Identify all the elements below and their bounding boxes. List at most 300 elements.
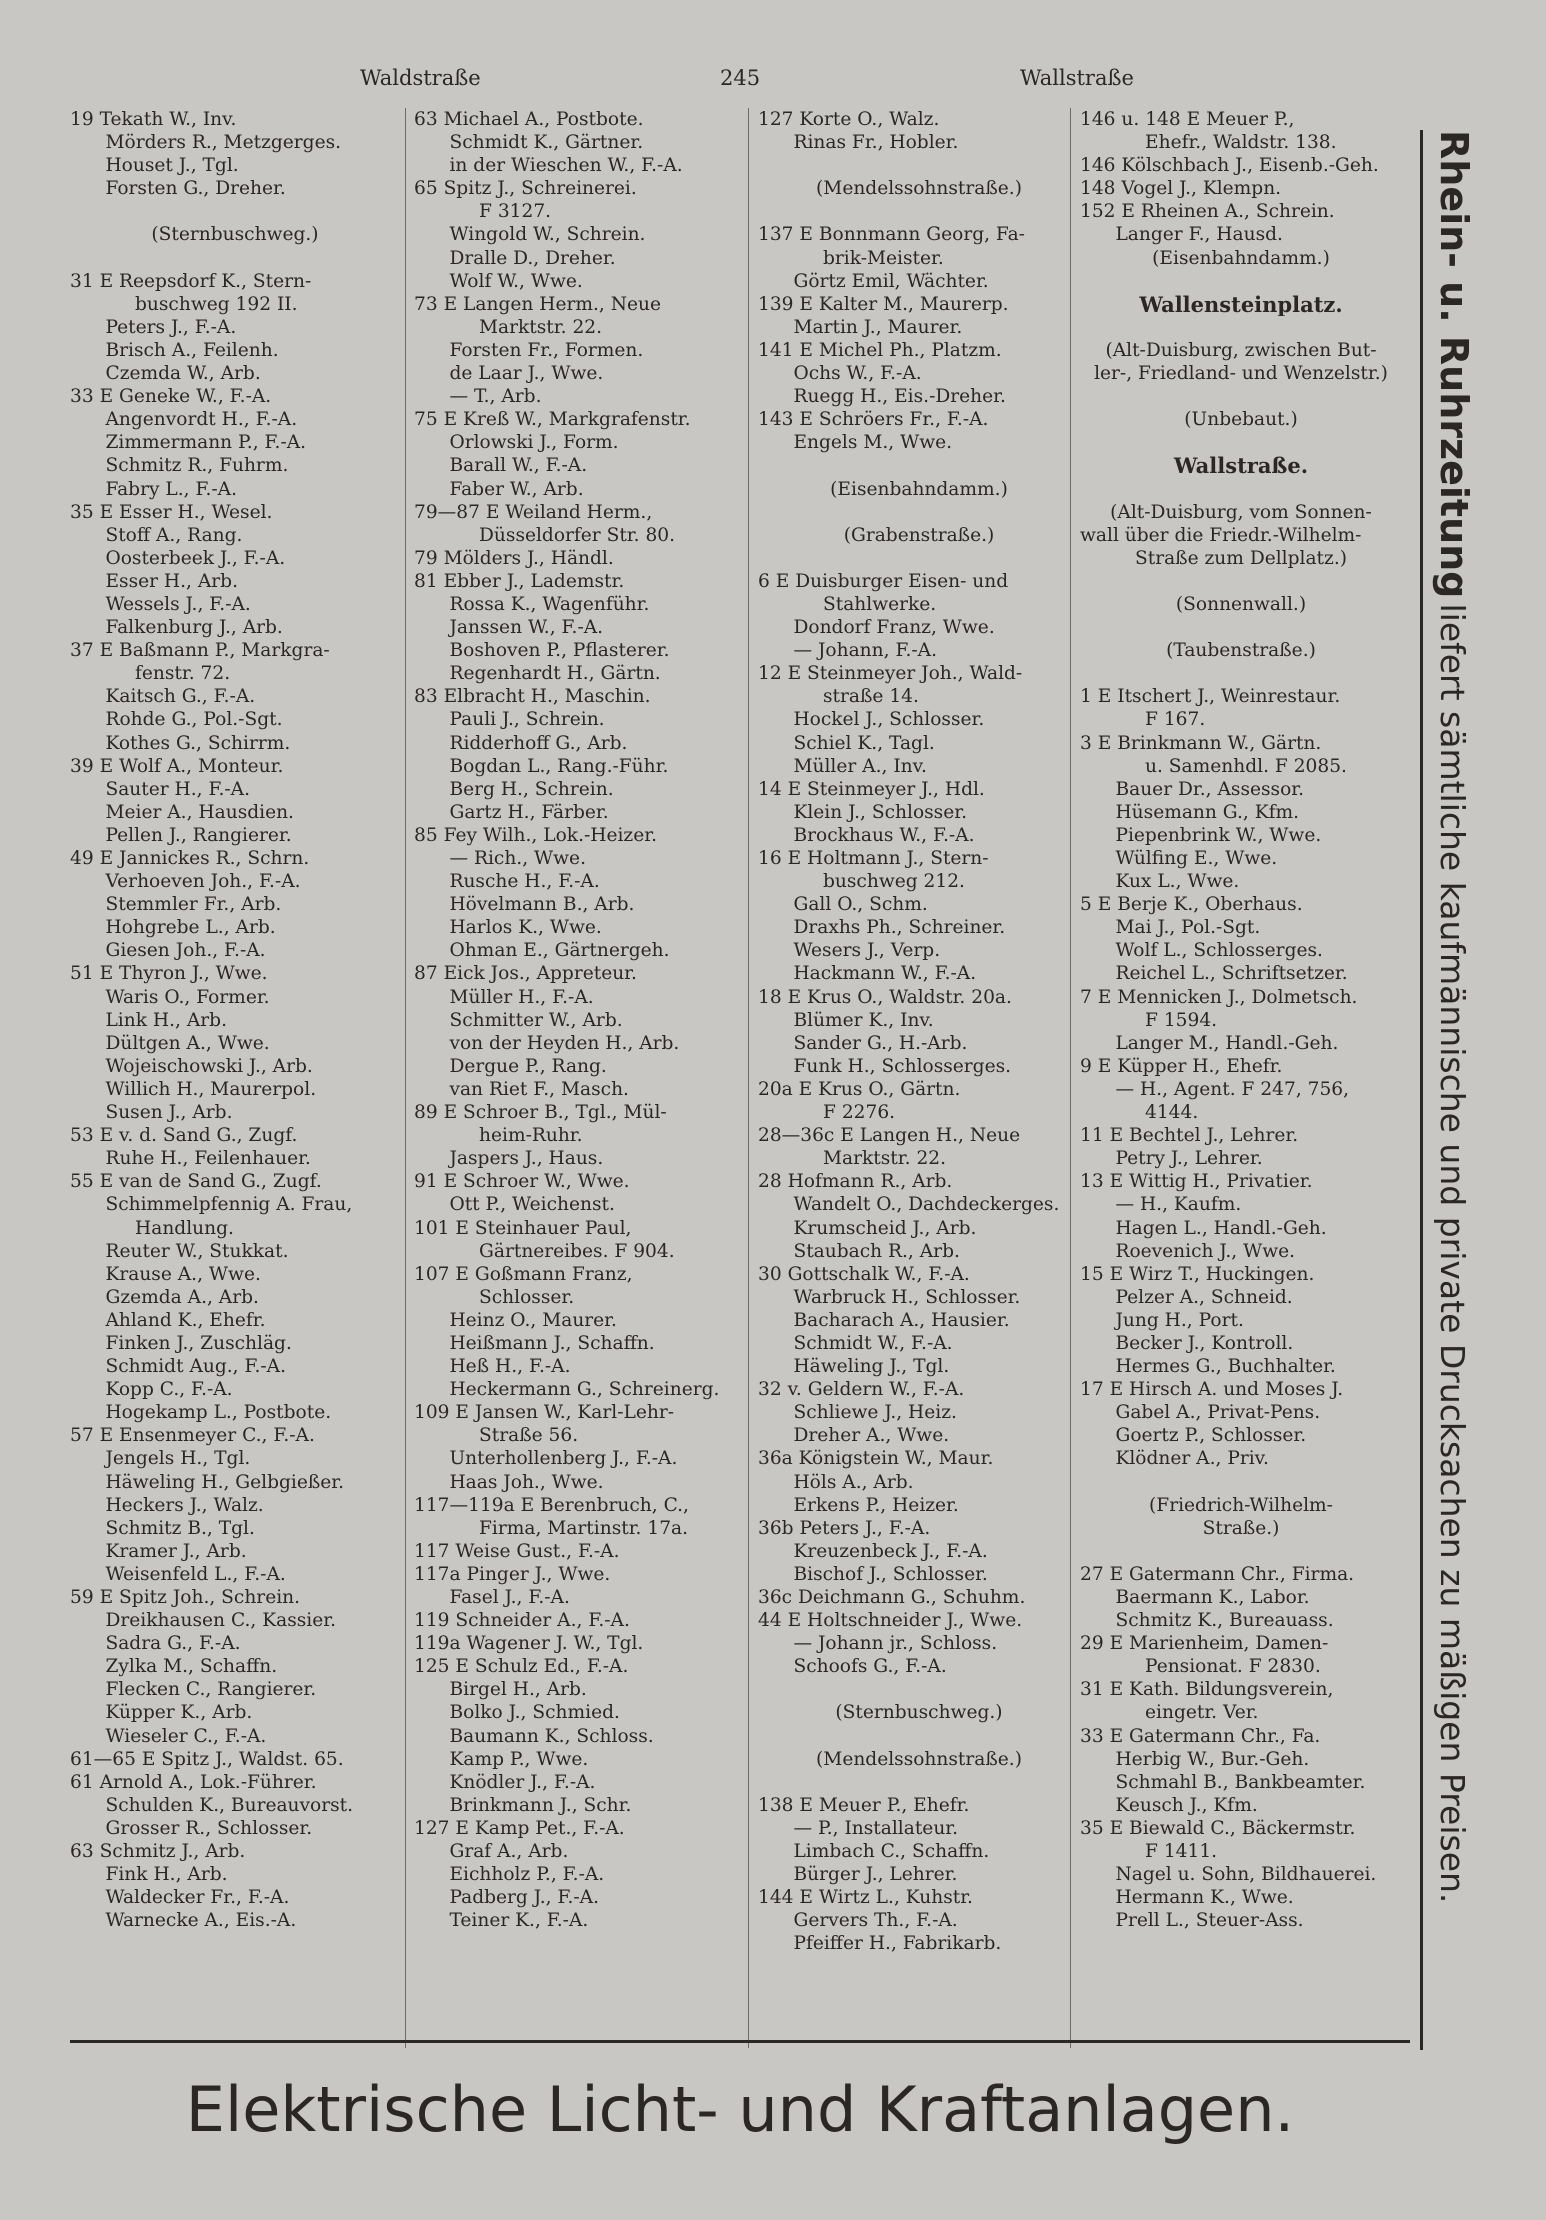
directory-entry: Staubach R., Arb. [758, 1240, 960, 1262]
directory-entry: Waldecker Fr., F.-A. [70, 1887, 290, 1909]
directory-entry: Kaitsch G., F.-A. [70, 686, 256, 708]
directory-entry: 117a Pinger J., Wwe. [414, 1563, 611, 1585]
directory-entry: Bacharach A., Hausier. [758, 1309, 1010, 1331]
directory-entry: — Johann, F.-A. [758, 640, 937, 662]
directory-entry: Schmitz K., Bureauass. [1080, 1610, 1334, 1632]
directory-entry: Rinas Fr., Hobler. [758, 132, 959, 154]
header-right-street: Wallstraße [1020, 66, 1134, 90]
directory-entry: Peters J., F.-A. [70, 316, 237, 338]
directory-entry: 14 E Steinmeyer J., Hdl. [758, 778, 985, 800]
directory-entry: Warnecke A., Eis.-A. [70, 1910, 297, 1932]
directory-entry: Jung H., Port. [1080, 1309, 1244, 1331]
directory-entry: Becker J., Kontroll. [1080, 1332, 1294, 1354]
directory-entry: Petry J., Lehrer. [1080, 1148, 1263, 1170]
directory-entry: Teiner K., F.-A. [414, 1910, 589, 1932]
directory-entry: Draxhs Ph., Schreiner. [758, 917, 1006, 939]
directory-entry: 91 E Schroer W., Wwe. [414, 1171, 630, 1193]
directory-entry: 61 Arnold A., Lok.-Führer. [70, 1771, 317, 1793]
directory-entry: van Riet F., Masch. [414, 1078, 629, 1100]
directory-entry: Krumscheid J., Arb. [758, 1217, 977, 1239]
directory-entry: Pauli J., Schrein. [414, 709, 605, 731]
directory-entry: Berg H., Schrein. [414, 778, 614, 800]
directory-entry: 117 Weise Gust., F.-A. [414, 1540, 620, 1562]
directory-entry: Bischof J., Schlosser. [758, 1563, 988, 1585]
directory-entry: Ruegg H., Eis.-Dreher. [758, 386, 1006, 408]
directory-entry: Goertz P., Schlosser. [1080, 1425, 1307, 1447]
directory-entry: Barall W., F.-A. [414, 455, 588, 477]
directory-entry: 36a Königstein W., Maur. [758, 1448, 994, 1470]
spacer [758, 1725, 1080, 1748]
directory-entry: Jaspers J., Haus. [414, 1148, 604, 1170]
directory-entry: 119 Schneider A., F.-A. [414, 1610, 630, 1632]
directory-entry: in der Wieschen W., F.-A. [414, 155, 683, 177]
directory-entry: Houset J., Tgl. [70, 155, 239, 177]
directory-entry: Kothes G., Schirrm. [70, 732, 291, 754]
directory-column-4 [1080, 108, 1402, 2038]
directory-entry: Dergue P., Rang. [414, 1055, 607, 1077]
directory-entry: Gabel A., Privat-Pens. [1080, 1402, 1321, 1424]
directory-entry: Limbach C., Schaffn. [758, 1841, 990, 1863]
side-advertisement [1420, 130, 1493, 2050]
directory-entry: Birgel H., Arb. [414, 1679, 587, 1701]
directory-entry: Müller A., Inv. [758, 755, 927, 777]
cross-street-note: Straße zum Dellplatz.) [1134, 547, 1347, 569]
directory-entry: Ridderhoff G., Arb. [414, 732, 628, 754]
directory-entry: Brockhaus W., F.-A. [758, 824, 975, 846]
directory-entry: 75 E Kreß W., Markgrafenstr. [414, 409, 691, 431]
directory-entry: Schmidt Aug., F.-A. [70, 1356, 287, 1378]
cross-street-note: (Sonnenwall.) [1175, 593, 1307, 615]
directory-entry: Görtz Emil, Wächter. [758, 270, 989, 292]
directory-entry: Hackmann W., F.-A. [758, 963, 977, 985]
directory-entry: 11 E Bechtel J., Lehrer. [1080, 1125, 1299, 1147]
directory-entry: Pellen J., Rangierer. [70, 824, 292, 846]
directory-entry: Hohgrebe L., Arb. [70, 917, 276, 939]
spacer [758, 200, 1080, 223]
directory-entry: 33 E Gatermann Chr., Fa. [1080, 1725, 1321, 1747]
directory-entry: 19 Tekath W., Inv. [70, 109, 237, 130]
directory-entry: 36b Peters J., F.-A. [758, 1517, 931, 1539]
directory-entry: Baermann K., Labor. [1080, 1587, 1310, 1608]
directory-entry: 119a Wagener J. W., Tgl. [414, 1633, 644, 1655]
directory-entry: Häweling H., Gelbgießer. [70, 1471, 345, 1493]
directory-entry: 138 E Meuer P., Ehefr. [758, 1794, 970, 1816]
column-divider [1070, 108, 1071, 2048]
directory-entry: 127 E Kamp Pet., F.-A. [414, 1817, 625, 1839]
directory-entry: 37 E Baßmann P., Markgra- [70, 640, 330, 662]
directory-entry: 79—87 E Weiland Herm., [414, 501, 653, 523]
directory-entry: 146 u. 148 E Meuer P., [1080, 109, 1295, 130]
cross-street-note: (Taubenstraße.) [1166, 640, 1316, 662]
directory-entry: Haas Joh., Wwe. [414, 1471, 604, 1493]
directory-entry: F 1411. [1080, 1841, 1218, 1863]
directory-entry: wall über die Friedr.-Wilhelm- [1080, 524, 1362, 546]
directory-entry: Ott P., Weichenst. [414, 1194, 615, 1216]
page-number: 245 [720, 66, 761, 90]
directory-entry: Engels M., Wwe. [758, 432, 953, 454]
directory-entry: 81 Ebber J., Lademstr. [414, 570, 625, 592]
directory-entry: Häweling J., Tgl. [758, 1356, 950, 1378]
directory-entry: Heckers J., Walz. [70, 1494, 264, 1516]
directory-entry: Stoff A., Rang. [70, 524, 243, 546]
directory-entry: u. Samenhdl. F 2085. [1080, 755, 1347, 777]
directory-entry: Czemda W., Arb. [70, 363, 261, 385]
directory-entry: 39 E Wolf A., Monteur. [70, 755, 284, 777]
directory-entry: Straße 56. [414, 1425, 579, 1447]
directory-entry: 79 Mölders J., Händl. [414, 547, 614, 569]
directory-entry: 51 E Thyron J., Wwe. [70, 963, 268, 985]
directory-entry: Link H., Arb. [70, 1009, 227, 1031]
directory-entry: Schmitz R., Fuhrm. [70, 455, 289, 477]
directory-entry: Weisenfeld L., F.-A. [70, 1563, 286, 1585]
cross-street-note: (Sternbuschweg.) [835, 1702, 1003, 1724]
directory-entry: Sauter H., F.-A. [70, 778, 251, 800]
spacer [758, 454, 1080, 477]
directory-entry: Forsten Fr., Formen. [414, 339, 644, 361]
directory-entry: Klein J., Schlosser. [758, 801, 967, 823]
directory-entry: Falkenburg J., Arb. [70, 617, 283, 639]
directory-entry: 107 E Goßmann Franz, [414, 1263, 633, 1285]
directory-entry: Gärtnereibes. F 904. [414, 1240, 675, 1262]
directory-entry: Gall O., Schm. [758, 894, 928, 916]
directory-entry: Düsseldorfer Str. 80. [414, 524, 676, 546]
cross-street-note: (Eisenbahndamm.) [1152, 247, 1330, 269]
directory-entry: Marktstr. 22. [414, 316, 603, 338]
directory-entry: Janssen W., F.-A. [414, 617, 604, 639]
directory-entry: Funk H., Schlosserges. [758, 1055, 1012, 1077]
spacer [758, 547, 1080, 570]
directory-entry: Erkens P., Heizer. [758, 1494, 959, 1516]
directory-entry: 148 Vogel J., Klempn. [1080, 178, 1282, 200]
directory-entry: Sander G., H.-Arb. [758, 1032, 968, 1054]
directory-entry: buschweg 212. [758, 871, 965, 893]
directory-entry: Stahlwerke. [758, 593, 937, 615]
directory-entry: 36c Deichmann G., Schuhm. [758, 1587, 1026, 1608]
directory-entry: 1 E Itschert J., Weinrestaur. [1080, 686, 1341, 708]
directory-entry: Hermes G., Buchhalter. [1080, 1356, 1336, 1378]
directory-entry: 101 E Steinhauer Paul, [414, 1217, 632, 1239]
directory-entry: Jengels H., Tgl. [70, 1448, 251, 1470]
directory-entry: Meier A., Hausdien. [70, 801, 294, 823]
directory-entry: Nagel u. Sohn, Bildhauerei. [1080, 1864, 1377, 1886]
directory-entry: — Johann jr., Schloss. [758, 1633, 998, 1655]
directory-entry: 57 E Ensenmeyer C., F.-A. [70, 1425, 315, 1447]
directory-entry: Baumann K., Schloss. [414, 1725, 654, 1747]
directory-entry: fenstr. 72. [70, 663, 231, 685]
spacer [758, 1771, 1080, 1794]
directory-entry: 35 E Biewald C., Bäckermstr. [1080, 1817, 1356, 1839]
cross-street-note: ler-, Friedland- und Wenzelstr.) [1094, 363, 1388, 385]
cross-street-note: (Grabenstraße.) [843, 524, 995, 546]
directory-entry: 12 E Steinmeyer Joh., Wald- [758, 663, 1023, 685]
directory-entry: Eichholz P., F.-A. [414, 1864, 605, 1886]
directory-entry: Rossa K., Wagenführ. [414, 593, 650, 615]
directory-entry: Heß H., F.-A. [414, 1356, 571, 1378]
directory-entry: 32 v. Geldern W., F.-A. [758, 1379, 965, 1401]
directory-entry: Langer M., Handl.-Geh. [1080, 1032, 1339, 1054]
column-divider [405, 108, 406, 2048]
directory-entry: Verhoeven Joh., F.-A. [70, 871, 301, 893]
directory-entry: Dültgen A., Wwe. [70, 1032, 270, 1054]
directory-entry: Dralle D., Dreher. [414, 247, 616, 269]
directory-entry: Kux L., Wwe. [1080, 871, 1240, 893]
directory-entry: Keusch J., Kfm. [1080, 1794, 1258, 1816]
directory-entry: Bauer Dr., Assessor. [1080, 778, 1305, 800]
street-heading: Wallstraße. [1173, 454, 1309, 478]
footer-rule [70, 2040, 1410, 2043]
directory-entry: Schmitz B., Tgl. [70, 1517, 255, 1539]
directory-entry: Flecken C., Rangierer. [70, 1679, 317, 1701]
directory-entry: Brinkmann J., Schr. [414, 1794, 632, 1816]
directory-entry: de Laar J., Wwe. [414, 363, 604, 385]
directory-entry: buschweg 192 II. [70, 293, 298, 315]
directory-entry: Fasel J., F.-A. [414, 1587, 570, 1608]
directory-entry: Roevenich J., Wwe. [1080, 1240, 1296, 1262]
directory-entry: Kreuzenbeck J., F.-A. [758, 1540, 988, 1562]
directory-entry: 73 E Langen Herm., Neue [414, 293, 661, 315]
directory-entry: Wessels J., F.-A. [70, 593, 251, 615]
directory-entry: Wesers J., Verp. [758, 940, 941, 962]
column-divider [748, 108, 749, 2048]
directory-entry: Wandelt O., Dachdeckerges. [758, 1194, 1060, 1216]
directory-entry: Ahland K., Ehefr. [70, 1309, 266, 1331]
directory-entry: 30 Gottschalk W., F.-A. [758, 1263, 970, 1285]
directory-entry: Krause A., Wwe. [70, 1263, 261, 1285]
directory-entry: Regenhardt H., Gärtn. [414, 663, 661, 685]
directory-entry: Pelzer A., Schneid. [1080, 1286, 1293, 1308]
directory-entry: Höls A., Arb. [758, 1471, 914, 1493]
spacer [758, 501, 1080, 524]
directory-entry: 18 E Krus O., Waldstr. 20a. [758, 986, 1012, 1008]
directory-entry: Padberg J., F.-A. [414, 1887, 600, 1909]
directory-entry: Schmitter W., Arb. [414, 1009, 623, 1031]
directory-entry: Rohde G., Pol.-Sgt. [70, 709, 283, 731]
directory-entry: Angenvordt H., F.-A. [70, 409, 298, 431]
spacer [1080, 431, 1402, 454]
directory-entry: 31 E Kath. Bildungsverein, [1080, 1679, 1334, 1701]
directory-entry: Ehefr., Waldstr. 138. [1080, 132, 1337, 154]
directory-entry: Waris O., Former. [70, 986, 270, 1008]
directory-entry: 127 Korte O., Walz. [758, 109, 940, 130]
directory-entry: Kramer J., Arb. [70, 1540, 247, 1562]
directory-entry: Harlos K., Wwe. [414, 917, 602, 939]
directory-entry: 28—36c E Langen H., Neue [758, 1125, 1021, 1147]
directory-entry: 87 Eick Jos., Appreteur. [414, 963, 637, 985]
directory-entry: Hockel J., Schlosser. [758, 709, 985, 731]
directory-entry: F 3127. [414, 201, 552, 223]
directory-entry: Graf A., Arb. [414, 1841, 569, 1863]
directory-entry: Pensionat. F 2830. [1080, 1656, 1321, 1678]
directory-entry: 65 Spitz J., Schreinerei. [414, 178, 637, 200]
directory-entry: Schiel K., Tagl. [758, 732, 935, 754]
directory-entry: 33 E Geneke W., F.-A. [70, 386, 272, 408]
directory-entry: 49 E Jannickes R., Schrn. [70, 848, 310, 869]
directory-entry: 143 E Schröers Fr., F.-A. [758, 409, 989, 431]
directory-entry: 35 E Esser H., Wesel. [70, 501, 273, 523]
street-heading: Wallensteinplatz. [1139, 292, 1343, 316]
directory-entry: 85 Fey Wilh., Lok.-Heizer. [414, 824, 657, 846]
directory-entry: — Rich., Wwe. [414, 848, 586, 869]
directory-column-3 [758, 108, 1080, 2038]
spacer [1080, 616, 1402, 639]
spacer [1080, 662, 1402, 685]
directory-entry: Schulden K., Bureauvorst. [70, 1794, 354, 1816]
directory-entry: 4144. [1080, 1102, 1199, 1124]
directory-entry: Stemmler Fr., Arb. [70, 894, 282, 916]
directory-entry: 117—119a E Berenbruch, C., [414, 1494, 689, 1516]
cross-street-note: (Mendelssohnstraße.) [816, 1748, 1022, 1770]
directory-entry: Schmahl B., Bankbeamter. [1080, 1771, 1366, 1793]
cross-street-note: (Friedrich-Wilhelm- [1149, 1494, 1333, 1516]
directory-entry: Bürger J., Lehrer. [758, 1864, 958, 1886]
directory-entry: heim-Ruhr. [414, 1125, 583, 1147]
directory-entry: Schmidt K., Gärtner. [414, 132, 644, 154]
directory-entry: 44 E Holtschneider J., Wwe. [758, 1610, 1023, 1632]
directory-entry: 20a E Krus O., Gärtn. [758, 1078, 961, 1100]
directory-entry: Mörders R., Metzgerges. [70, 132, 342, 154]
cross-street-note: (Mendelssohnstraße.) [816, 178, 1022, 200]
cross-street-note: (Eisenbahndamm.) [830, 478, 1008, 500]
directory-entry: Brisch A., Feilenh. [70, 339, 279, 361]
directory-entry: Wolf L., Schlosserges. [1080, 940, 1323, 962]
cross-street-note: Straße.) [1202, 1517, 1280, 1539]
directory-entry: — T., Arb. [414, 386, 542, 408]
directory-entry: Reuter W., Stukkat. [70, 1240, 289, 1262]
directory-entry: Pfeiffer H., Fabrikarb. [758, 1933, 1002, 1955]
directory-entry: Martin J., Maurer. [758, 316, 963, 338]
directory-entry: 83 Elbracht H., Maschin. [414, 686, 651, 708]
directory-entry: Prell L., Steuer-Ass. [1080, 1910, 1304, 1932]
directory-entry: Gervers Th., F.-A. [758, 1910, 958, 1932]
directory-entry: Hagen L., Handl.-Geh. [1080, 1217, 1327, 1239]
ad-newspaper-name: Rhein- u. Ruhrzeitung [1432, 130, 1476, 599]
directory-entry: Gartz H., Färber. [414, 801, 609, 823]
directory-entry: Schlosser. [414, 1286, 575, 1308]
directory-entry: Heißmann J., Schaffn. [414, 1332, 655, 1354]
directory-entry: 7 E Mennicken J., Dolmetsch. [1080, 986, 1358, 1008]
directory-entry: Ochs W., F.-A. [758, 363, 922, 385]
directory-entry: Orlowski J., Form. [414, 432, 619, 454]
directory-entry: 141 E Michel Ph., Platzm. [758, 339, 1002, 361]
directory-entry: Esser H., Arb. [70, 570, 238, 592]
directory-entry: 137 E Bonnmann Georg, Fa- [758, 224, 1025, 246]
directory-entry: Küpper K., Arb. [70, 1702, 253, 1724]
spacer [70, 200, 400, 223]
directory-entry: Susen J., Arb. [70, 1102, 233, 1124]
header-left-street: Waldstraße [360, 66, 481, 90]
directory-entry: Handlung. [70, 1217, 234, 1239]
directory-entry: Zylka M., Schaffn. [70, 1656, 278, 1678]
directory-entry: 89 E Schroer B., Tgl., Mül- [414, 1102, 667, 1124]
directory-entry: Müller H., F.-A. [414, 986, 594, 1008]
directory-entry: 17 E Hirsch A. und Moses J. [1080, 1379, 1344, 1401]
directory-entry: Langer F., Hausd. [1080, 224, 1283, 246]
directory-entry: 144 E Wirtz L., Kuhstr. [758, 1887, 973, 1909]
directory-entry: Schimmelpfennig A. Frau, [70, 1194, 353, 1216]
directory-entry: 139 E Kalter M., Maurerp. [758, 293, 1009, 315]
spacer [70, 247, 400, 270]
directory-entry: 5 E Berje K., Oberhaus. [1080, 894, 1303, 916]
directory-entry: Forsten G., Dreher. [70, 178, 286, 200]
directory-entry: Heckermann G., Schreinerg. [414, 1379, 720, 1401]
directory-entry: Marktstr. 22. [758, 1148, 947, 1170]
directory-entry: 16 E Holtmann J., Stern- [758, 848, 989, 869]
directory-entry: — P., Installateur. [758, 1817, 959, 1839]
directory-entry: eingetr. Ver. [1080, 1702, 1259, 1724]
spacer [1080, 270, 1402, 293]
directory-entry: Giesen Joh., F.-A. [70, 940, 266, 962]
directory-entry: 3 E Brinkmann W., Gärtn. [1080, 732, 1322, 754]
directory-entry: von der Heyden H., Arb. [414, 1032, 680, 1054]
directory-entry: 13 E Wittig H., Privatier. [1080, 1171, 1313, 1193]
spacer [1080, 316, 1402, 339]
directory-entry: 63 Michael A., Postbote. [414, 109, 644, 130]
directory-entry: 29 E Marienheim, Damen- [1080, 1633, 1329, 1655]
directory-entry: Dondorf Franz, Wwe. [758, 617, 995, 639]
directory-entry: Firma, Martinstr. 17a. [414, 1517, 689, 1539]
directory-entry: Wülfing E., Wwe. [1080, 848, 1278, 869]
directory-entry: Warbruck H., Schlosser. [758, 1286, 1021, 1308]
directory-entry: Wieseler C., F.-A. [70, 1725, 267, 1747]
spacer [1080, 1471, 1402, 1494]
spacer [1080, 570, 1402, 593]
directory-entry: 6 E Duisburger Eisen- und [758, 570, 1009, 592]
directory-entry: Zimmermann P., F.-A. [70, 432, 307, 454]
directory-entry: Knödler J., F.-A. [414, 1771, 596, 1793]
directory-entry: Fink H., Arb. [70, 1864, 228, 1886]
directory-entry: 109 E Jansen W., Karl-Lehr- [414, 1402, 675, 1424]
directory-entry: Kopp C., F.-A. [70, 1379, 233, 1401]
spacer [1080, 1540, 1402, 1563]
directory-entry: Faber W., Arb. [414, 478, 584, 500]
directory-entry: 55 E van de Sand G., Zugf. [70, 1171, 322, 1193]
directory-entry: Hermann K., Wwe. [1080, 1887, 1294, 1909]
directory-entry: 146 Kölschbach J., Eisenb.-Geh. [1080, 155, 1379, 177]
directory-column-2 [414, 108, 744, 2038]
directory-entry: 63 Schmitz J., Arb. [70, 1841, 246, 1863]
directory-entry: Boshoven P., Pflasterer. [414, 640, 670, 662]
spacer [758, 1678, 1080, 1701]
ad-slogan: liefert sämtliche kaufmännische und private Drucksachen zu mäßigen Preisen. [1433, 603, 1472, 1904]
directory-entry: brik-Meister. [758, 247, 944, 269]
directory-entry: Blümer K., Inv. [758, 1009, 934, 1031]
directory-entry: Schliewe J., Heiz. [758, 1402, 957, 1424]
spacer [1080, 385, 1402, 408]
directory-entry: Hogekamp L., Postbote. [70, 1402, 332, 1424]
directory-entry: 9 E Küpper H., Ehefr. [1080, 1055, 1283, 1077]
directory-entry: Bolko J., Schmied. [414, 1702, 620, 1724]
directory-entry: 152 E Rheinen A., Schrein. [1080, 201, 1335, 223]
directory-entry: F 167. [1080, 709, 1206, 731]
directory-entry: Heinz O., Maurer. [414, 1309, 617, 1331]
directory-entry: Dreikhausen C., Kassier. [70, 1610, 337, 1632]
directory-entry: Mai J., Pol.-Sgt. [1080, 917, 1261, 939]
directory-entry: Piepenbrink W., Wwe. [1080, 824, 1322, 846]
directory-entry: Unterhollenberg J., F.-A. [414, 1448, 678, 1470]
directory-entry: Finken J., Zuschläg. [70, 1332, 292, 1354]
directory-entry: F 1594. [1080, 1009, 1218, 1031]
directory-entry: Oosterbeek J., F.-A. [70, 547, 286, 569]
cross-street-note: (Unbebaut.) [1184, 409, 1298, 431]
directory-entry: — H., Agent. F 247, 756, [1080, 1078, 1350, 1100]
directory-entry: 61—65 E Spitz J., Waldst. 65. [70, 1748, 344, 1770]
directory-entry: Wojeischowski J., Arb. [70, 1055, 313, 1077]
directory-entry: Schmidt W., F.-A. [758, 1332, 953, 1354]
directory-entry: 28 Hofmann R., Arb. [758, 1171, 953, 1193]
directory-entry: Rusche H., F.-A. [414, 871, 600, 893]
directory-entry: Wingold W., Schrein. [414, 224, 646, 246]
directory-entry: Dreher A., Wwe. [758, 1425, 950, 1447]
